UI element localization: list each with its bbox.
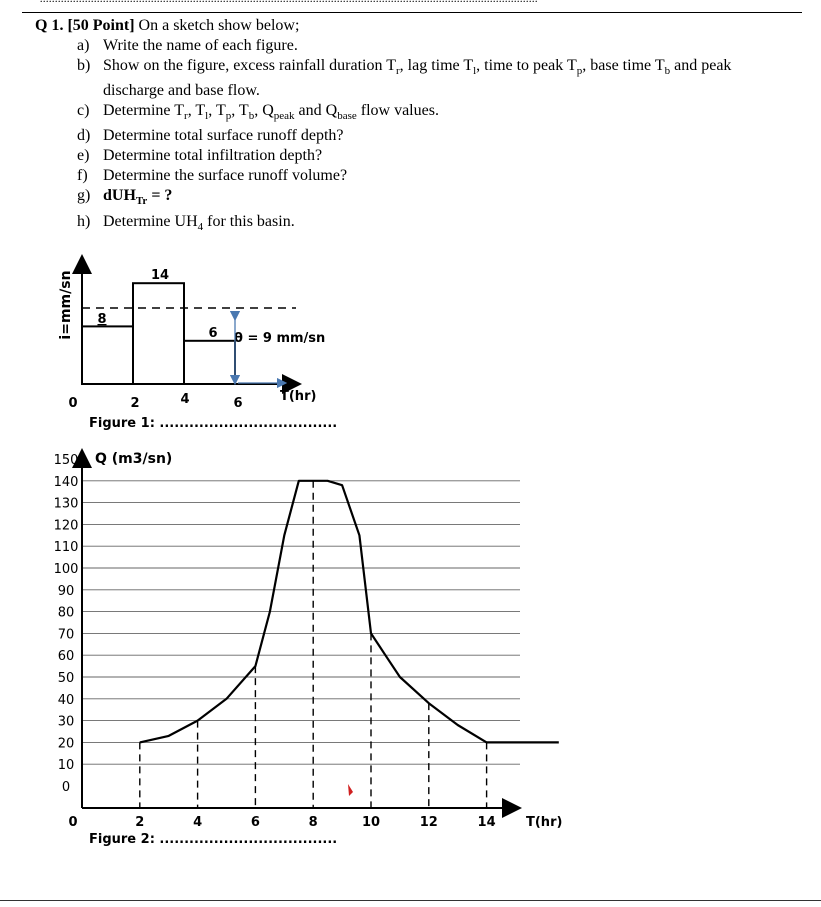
fig2-y-tick-70: 70 bbox=[57, 627, 75, 643]
figure1-hyetograph bbox=[58, 258, 337, 431]
question-item-g: g) dUH$_{Tr}$ = ? bbox=[77, 187, 173, 208]
question-title: Q 1. [50 Point] On a sketch show below; bbox=[35, 17, 300, 34]
fig2-x-tick-0: 0 bbox=[68, 815, 78, 830]
fig2-y-tick-20: 20 bbox=[57, 736, 75, 752]
question-item-c: c) Determine $T_r$, $T_l$, $T_p$, $T_b$, $Q_{peak}$ and $Q_{base}$ flow values. bbox=[77, 102, 439, 123]
fig2-x-tick-10: 10 bbox=[361, 815, 381, 830]
fig2-y-tick-110: 110 bbox=[53, 540, 79, 556]
fig2-y-tick-120: 120 bbox=[53, 518, 79, 534]
question-item-b: b) Show on the figure, excess rainfall duration $T_r$, lag time $T_l$, time to peak $T_p$, base time $T_b$ and peak discharge and base flow. bbox=[77, 57, 732, 100]
question-item-e: e) Determine total infiltration depth? bbox=[77, 147, 323, 165]
fig2-x-ticks bbox=[68, 815, 495, 830]
fig2-caption: Figure 2: .................................... bbox=[89, 832, 338, 847]
fig2-x-tick-4: 4 bbox=[193, 815, 203, 830]
fig2-y-tick-50: 50 bbox=[57, 671, 75, 686]
fig2-y-tick-100: 100 bbox=[53, 562, 79, 577]
fig2-dashed-verticals bbox=[140, 481, 487, 808]
fig1-x-tick-6: 6 bbox=[233, 396, 243, 411]
fig1-bar-label-6: 6 bbox=[208, 326, 218, 341]
fig2-y-tick-40: 40 bbox=[57, 692, 75, 708]
fig1-caption: Figure 1: .................................... bbox=[89, 416, 338, 431]
fig2-y-tick-130: 130 bbox=[53, 496, 79, 512]
fig2-y-tick-140: 140 bbox=[53, 474, 79, 490]
fig1-bar-label-14: 14 bbox=[150, 268, 170, 283]
fig1-bar-4-6 bbox=[184, 341, 235, 384]
question-item-f: f) Determine the surface runoff volume? bbox=[77, 167, 348, 185]
fig1-x-tick-4: 4 bbox=[180, 392, 190, 407]
fig2-y-tick-60: 60 bbox=[57, 649, 75, 665]
fig2-y-tick-80: 80 bbox=[57, 605, 75, 621]
question-item-a: a) Write the name of each figure. bbox=[77, 37, 298, 54]
fig1-y-axis-label: i=mm/sn bbox=[58, 270, 74, 340]
fig2-red-mark bbox=[348, 784, 353, 796]
fig2-y-ticks bbox=[54, 453, 79, 795]
fig2-x-tick-8: 8 bbox=[308, 815, 318, 830]
fig2-y-axis-label: Q (m3/sn) bbox=[95, 451, 173, 467]
fig1-x-tick-0: 0 bbox=[68, 396, 78, 411]
footer-rule bbox=[0, 900, 821, 901]
fig1-bar-0-2 bbox=[82, 326, 133, 384]
figure2-hydrograph bbox=[54, 451, 563, 847]
fig1-bar-label-8: 8 bbox=[97, 312, 107, 327]
fig2-y-tick-10: 10 bbox=[57, 758, 75, 774]
fig2-x-tick-2: 2 bbox=[135, 815, 145, 830]
fig1-theta-label: θ = 9 mm/sn bbox=[234, 331, 326, 346]
fig1-x-tick-2: 2 bbox=[130, 396, 140, 411]
fig1-bar-2-4 bbox=[133, 283, 184, 384]
fig2-x-tick-14: 14 bbox=[477, 815, 496, 830]
fig2-x-tick-12: 12 bbox=[419, 815, 438, 830]
question-item-h: h) Determine $UH_4$ for this basin. bbox=[77, 212, 295, 233]
fig2-x-tick-6: 6 bbox=[250, 815, 260, 830]
fig1-x-axis-label: T(hr) bbox=[280, 389, 317, 404]
fig2-y-tick-150: 150 bbox=[53, 453, 79, 468]
question-item-d: d) Determine total surface runoff depth? bbox=[77, 127, 344, 145]
fig2-y-tick-90: 90 bbox=[57, 583, 75, 599]
fig2-y-tick-0: 0 bbox=[61, 780, 71, 795]
fig2-y-tick-30: 30 bbox=[57, 714, 75, 730]
fig2-x-axis-label: T(hr) bbox=[526, 815, 563, 830]
